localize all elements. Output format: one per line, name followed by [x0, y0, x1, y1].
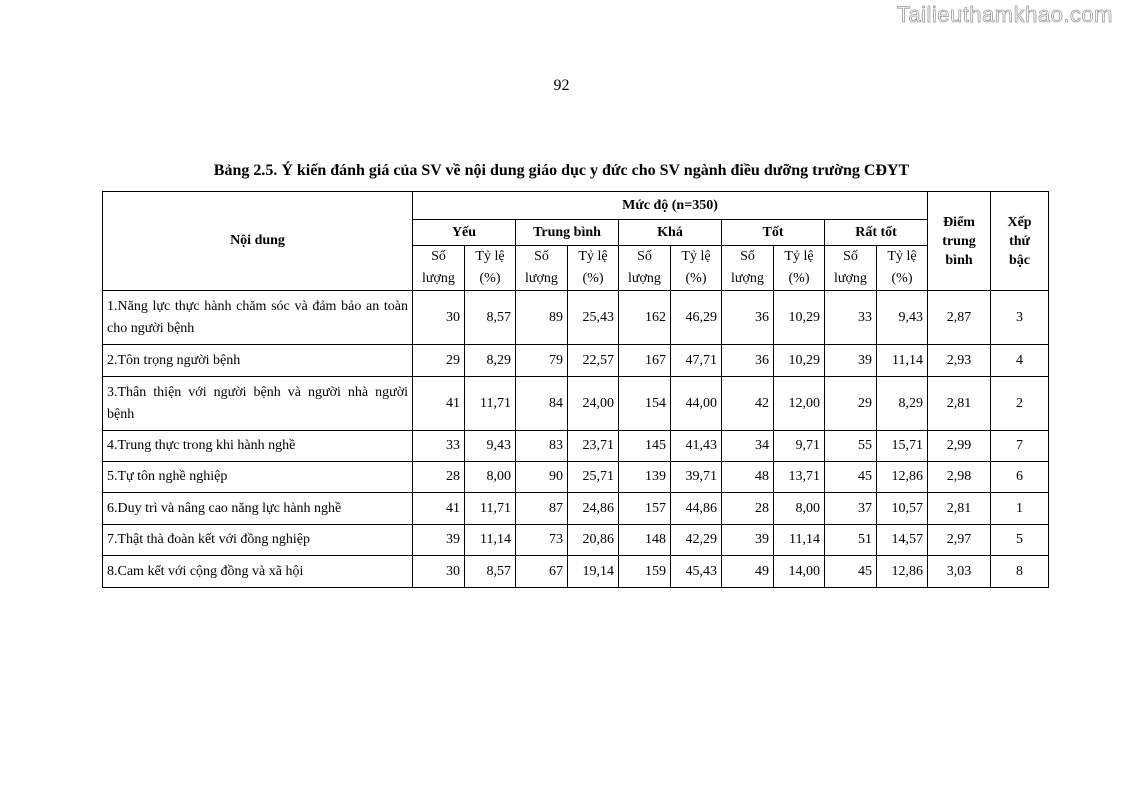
header-level-tot: Tốt: [722, 220, 825, 246]
cell-diem-trung-binh: 3,03: [928, 556, 991, 588]
cell-ty-le: 8,29: [877, 377, 928, 431]
cell-xep-thu-bac: 6: [991, 462, 1049, 493]
cell-so-luong: 73: [516, 525, 568, 556]
cell-ty-le: 11,14: [465, 525, 516, 556]
cell-so-luong: 33: [825, 291, 877, 345]
cell-ty-le: 8,29: [465, 345, 516, 377]
cell-ty-le: 44,00: [671, 377, 722, 431]
cell-so-luong: 36: [722, 291, 774, 345]
cell-xep-thu-bac: 1: [991, 493, 1049, 525]
header-so-luong: [619, 246, 671, 291]
cell-so-luong: 79: [516, 345, 568, 377]
cell-ty-le: 42,29: [671, 525, 722, 556]
cell-ty-le: 14,00: [774, 556, 825, 588]
header-ty-le-line-1: Tỷ lệ: [681, 249, 711, 264]
cell-so-luong: 157: [619, 493, 671, 525]
cell-diem-trung-binh: 2,99: [928, 431, 991, 462]
row-content-label: 2.Tôn trọng người bệnh: [103, 345, 413, 377]
table-caption: Bảng 2.5. Ý kiến đánh giá của SV về nội dung giáo dục y đức cho SV ngành điều dưỡng trường CĐYT: [213, 162, 910, 179]
cell-ty-le: 25,71: [568, 462, 619, 493]
row-content-label: 4.Trung thực trong khi hành nghề: [103, 431, 413, 462]
header-level-rat-tot: Rất tốt: [825, 220, 928, 246]
cell-so-luong: 83: [516, 431, 568, 462]
cell-ty-le: 15,71: [877, 431, 928, 462]
cell-so-luong: 145: [619, 431, 671, 462]
cell-ty-le: 22,57: [568, 345, 619, 377]
header-muc-do: Mức độ (n=350): [413, 192, 928, 220]
evaluation-table: [102, 191, 1049, 588]
cell-ty-le: 11,14: [774, 525, 825, 556]
cell-ty-le: 14,57: [877, 525, 928, 556]
cell-ty-le: 23,71: [568, 431, 619, 462]
cell-ty-le: 9,43: [877, 291, 928, 345]
row-content-label: 8.Cam kết với cộng đồng và xã hội: [103, 556, 413, 588]
cell-so-luong: 159: [619, 556, 671, 588]
header-so-luong: [825, 246, 877, 291]
header-ty-le-line-2: (%): [479, 271, 501, 286]
header-diem-line-2: trung: [942, 233, 976, 249]
cell-so-luong: 37: [825, 493, 877, 525]
cell-so-luong: 30: [413, 556, 465, 588]
cell-so-luong: 33: [413, 431, 465, 462]
cell-so-luong: 39: [825, 345, 877, 377]
table-row: [103, 462, 1049, 493]
header-xep-line-1: Xếp: [1007, 214, 1032, 230]
page-number: 92: [553, 77, 570, 94]
cell-ty-le: 44,86: [671, 493, 722, 525]
cell-so-luong: 87: [516, 493, 568, 525]
cell-xep-thu-bac: 7: [991, 431, 1049, 462]
cell-ty-le: 13,71: [774, 462, 825, 493]
cell-so-luong: 36: [722, 345, 774, 377]
cell-so-luong: 39: [722, 525, 774, 556]
header-diem-line-1: Điểm: [943, 214, 975, 230]
cell-ty-le: 10,29: [774, 345, 825, 377]
header-so-luong: [413, 246, 465, 291]
cell-so-luong: 48: [722, 462, 774, 493]
cell-ty-le: 9,71: [774, 431, 825, 462]
header-diem-line-3: bình: [945, 252, 973, 268]
header-ty-le-line-1: Tỷ lệ: [578, 249, 608, 264]
header-diem-trung-binh: [928, 192, 991, 291]
cell-xep-thu-bac: 8: [991, 556, 1049, 588]
table-row: [103, 493, 1049, 525]
cell-ty-le: 41,43: [671, 431, 722, 462]
cell-so-luong: 55: [825, 431, 877, 462]
row-content-label: 5.Tự tôn nghề nghiệp: [103, 462, 413, 493]
cell-diem-trung-binh: 2,98: [928, 462, 991, 493]
cell-ty-le: 11,71: [465, 493, 516, 525]
cell-so-luong: 45: [825, 556, 877, 588]
cell-ty-le: 47,71: [671, 345, 722, 377]
header-ty-le-line-2: (%): [685, 271, 707, 286]
cell-so-luong: 49: [722, 556, 774, 588]
cell-diem-trung-binh: 2,97: [928, 525, 991, 556]
table-row: [103, 431, 1049, 462]
header-ty-le: [877, 246, 928, 291]
row-content-label: 3.Thân thiện với người bệnh và người nhà người bệnh: [103, 377, 413, 431]
cell-so-luong: 51: [825, 525, 877, 556]
cell-so-luong: 39: [413, 525, 465, 556]
cell-ty-le: 11,71: [465, 377, 516, 431]
table-body: [103, 291, 1049, 588]
cell-ty-le: 24,00: [568, 377, 619, 431]
cell-so-luong: 28: [413, 462, 465, 493]
cell-so-luong: 42: [722, 377, 774, 431]
cell-diem-trung-binh: 2,81: [928, 493, 991, 525]
cell-xep-thu-bac: 3: [991, 291, 1049, 345]
cell-so-luong: 41: [413, 493, 465, 525]
row-content-label: 6.Duy trì và nâng cao năng lực hành nghề: [103, 493, 413, 525]
cell-ty-le: 20,86: [568, 525, 619, 556]
cell-so-luong: 28: [722, 493, 774, 525]
cell-so-luong: 41: [413, 377, 465, 431]
table-row: [103, 525, 1049, 556]
cell-ty-le: 19,14: [568, 556, 619, 588]
cell-ty-le: 12,86: [877, 556, 928, 588]
header-noi-dung: Nội dung: [103, 192, 413, 291]
header-ty-le: [671, 246, 722, 291]
header-so-luong-line-1: Số: [637, 249, 652, 264]
header-ty-le-line-2: (%): [891, 271, 913, 286]
header-so-luong-line-2: lượng: [834, 271, 867, 286]
header-so-luong-line-1: Số: [431, 249, 446, 264]
cell-ty-le: 8,00: [465, 462, 516, 493]
cell-ty-le: 10,57: [877, 493, 928, 525]
cell-so-luong: 67: [516, 556, 568, 588]
cell-so-luong: 148: [619, 525, 671, 556]
header-ty-le-line-1: Tỷ lệ: [784, 249, 814, 264]
header-xep-thu-bac: [991, 192, 1049, 291]
cell-so-luong: 29: [825, 377, 877, 431]
header-ty-le-line-2: (%): [582, 271, 604, 286]
cell-so-luong: 30: [413, 291, 465, 345]
header-so-luong-line-2: lượng: [628, 271, 661, 286]
cell-diem-trung-binh: 2,87: [928, 291, 991, 345]
table-row: [103, 345, 1049, 377]
header-so-luong-line-2: lượng: [525, 271, 558, 286]
cell-so-luong: 162: [619, 291, 671, 345]
cell-ty-le: 46,29: [671, 291, 722, 345]
cell-so-luong: 139: [619, 462, 671, 493]
cell-so-luong: 84: [516, 377, 568, 431]
cell-so-luong: 29: [413, 345, 465, 377]
header-so-luong: [722, 246, 774, 291]
cell-ty-le: 10,29: [774, 291, 825, 345]
header-ty-le-line-2: (%): [788, 271, 810, 286]
header-xep-line-2: thứ: [1009, 233, 1030, 249]
table-row: [103, 291, 1049, 345]
header-so-luong-line-1: Số: [843, 249, 858, 264]
header-ty-le-line-1: Tỷ lệ: [887, 249, 917, 264]
cell-diem-trung-binh: 2,81: [928, 377, 991, 431]
cell-so-luong: 89: [516, 291, 568, 345]
row-content-label: 7.Thật thà đoàn kết với đồng nghiệp: [103, 525, 413, 556]
cell-so-luong: 45: [825, 462, 877, 493]
header-xep-line-3: bậc: [1009, 252, 1031, 268]
cell-ty-le: 9,43: [465, 431, 516, 462]
header-so-luong: [516, 246, 568, 291]
header-so-luong-line-2: lượng: [731, 271, 764, 286]
header-so-luong-line-2: lượng: [422, 271, 455, 286]
cell-so-luong: 90: [516, 462, 568, 493]
cell-xep-thu-bac: 5: [991, 525, 1049, 556]
cell-ty-le: 39,71: [671, 462, 722, 493]
header-level-yeu: Yếu: [413, 220, 516, 246]
row-content-label: 1.Năng lực thực hành chăm sóc và đảm bảo an toàn cho người bệnh: [103, 291, 413, 345]
cell-ty-le: 45,43: [671, 556, 722, 588]
table-row: [103, 556, 1049, 588]
cell-ty-le: 11,14: [877, 345, 928, 377]
cell-xep-thu-bac: 4: [991, 345, 1049, 377]
header-so-luong-line-1: Số: [534, 249, 549, 264]
cell-so-luong: 154: [619, 377, 671, 431]
cell-ty-le: 8,00: [774, 493, 825, 525]
cell-so-luong: 34: [722, 431, 774, 462]
cell-ty-le: 8,57: [465, 556, 516, 588]
header-ty-le: [465, 246, 516, 291]
cell-ty-le: 24,86: [568, 493, 619, 525]
header-ty-le: [568, 246, 619, 291]
cell-xep-thu-bac: 2: [991, 377, 1049, 431]
cell-diem-trung-binh: 2,93: [928, 345, 991, 377]
cell-ty-le: 8,57: [465, 291, 516, 345]
header-ty-le-line-1: Tỷ lệ: [475, 249, 505, 264]
watermark-text: Tailieuthamkhao.com: [896, 2, 1113, 27]
header-level-trung-binh: Trung bình: [516, 220, 619, 246]
header-level-kha: Khá: [619, 220, 722, 246]
table-row: [103, 377, 1049, 431]
cell-so-luong: 167: [619, 345, 671, 377]
cell-ty-le: 12,00: [774, 377, 825, 431]
header-ty-le: [774, 246, 825, 291]
header-so-luong-line-1: Số: [740, 249, 755, 264]
cell-ty-le: 12,86: [877, 462, 928, 493]
cell-ty-le: 25,43: [568, 291, 619, 345]
